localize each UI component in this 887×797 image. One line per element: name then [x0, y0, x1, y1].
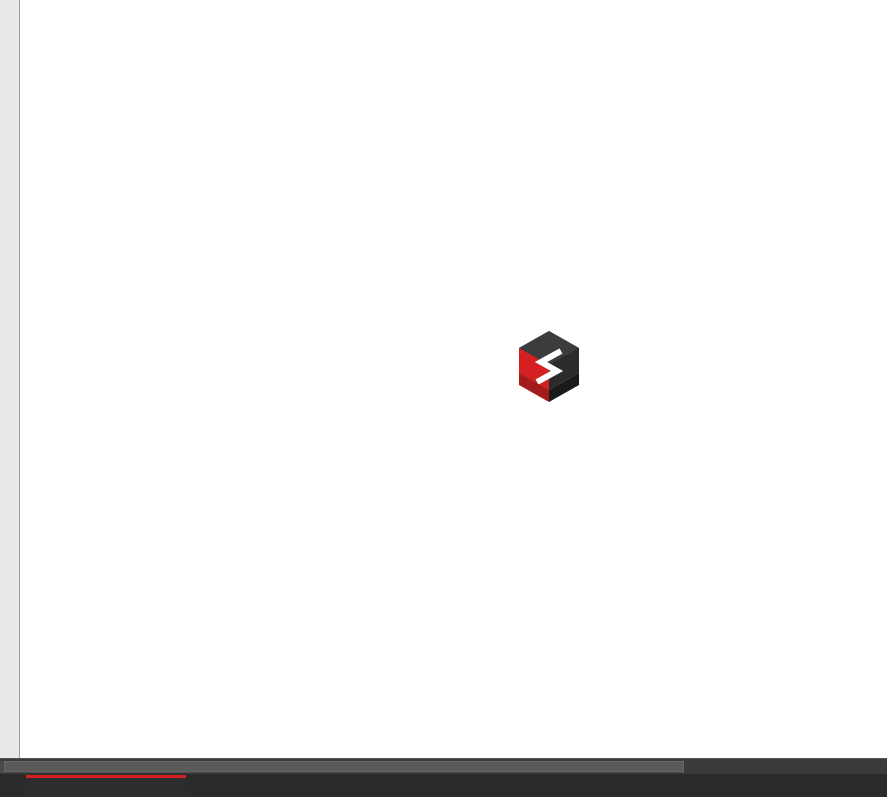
watermark-logo	[505, 323, 848, 415]
horizontal-scrollbar[interactable]	[0, 758, 887, 774]
row-number-column	[0, 0, 20, 758]
scroll-thumb[interactable]	[4, 761, 684, 772]
sheet-tab-gudang[interactable]	[26, 775, 186, 797]
sipilpedia-logo-icon	[517, 329, 581, 409]
